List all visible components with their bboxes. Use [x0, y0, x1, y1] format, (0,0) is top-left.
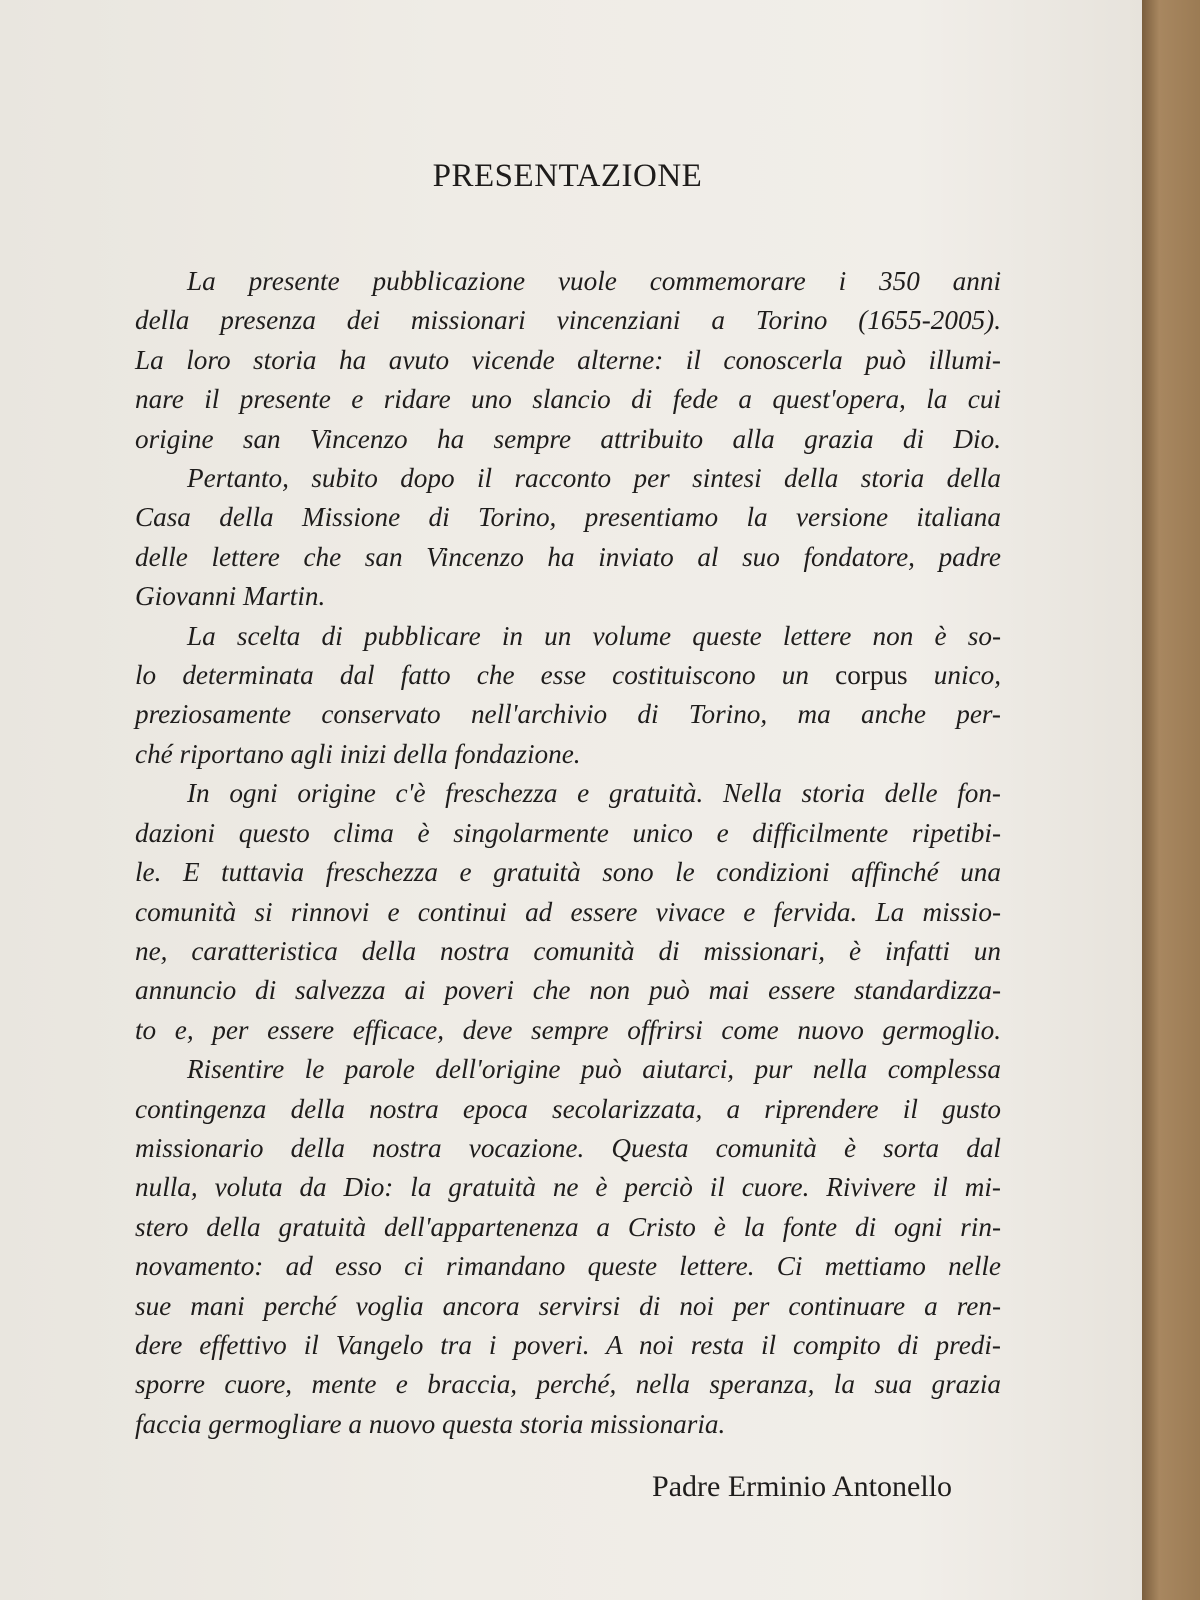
text-line: sporre cuore, mente e braccia, perché, nella speranza, la sua grazia [135, 1369, 1001, 1400]
text-line: novamento: ad esso ci rimandano queste lettere. Ci mettiamo nelle [135, 1251, 1001, 1282]
text-line: della presenza dei missionari vincenziani a Torino (1655-2005). [135, 305, 1001, 336]
text-line: comunità si rinnovi e continui ad essere vivace e fervida. La missio- [135, 896, 1001, 927]
text-line: ché riportano agli inizi della fondazione. [135, 738, 581, 769]
text-line: dere effettivo il Vangelo tra i poveri. A noi resta il compito di predi- [135, 1329, 1001, 1360]
text-line [135, 656, 1001, 695]
text-line: missionario della nostra vocazione. Questa comunità è sorta dal [135, 1132, 1001, 1163]
text-line: preziosamente conservato nell'archivio di Torino, ma anche per- [135, 699, 1001, 730]
text-line: sue mani perché voglia ancora servirsi di noi per continuare a ren- [135, 1290, 1001, 1321]
page-title: PRESENTAZIONE [432, 158, 703, 194]
text-line: In ogni origine c'è freschezza e gratuità. Nella storia delle fon- [187, 778, 1001, 809]
text-line: La loro storia ha avuto vicende alterne: il conoscerla può illumi- [135, 344, 1001, 375]
text-line: contingenza della nostra epoca secolarizzata, a riprendere il gusto [135, 1093, 1001, 1124]
text-line: stero della gratuità dell'appartenenza a Cristo è la fonte di ogni rin- [135, 1211, 1001, 1242]
text-line: nare il presente e ridare uno slancio di fede a quest'opera, la cui [135, 384, 1001, 415]
paragraph [135, 262, 1001, 459]
text-line: le. E tuttavia freschezza e gratuità sono le condizioni affinché una [135, 857, 1001, 888]
text-line: to e, per essere efficace, deve sempre offrirsi come nuovo germoglio. [135, 1014, 1001, 1045]
author-signature: Padre Erminio Antonello [652, 1470, 952, 1503]
paragraph [135, 617, 1001, 775]
corpus-word: corpus [835, 660, 908, 691]
text-line: La scelta di pubblicare in un volume queste lettere non è so- [187, 620, 1001, 651]
text-line: faccia germogliare a nuovo questa storia missionaria. [135, 1408, 726, 1439]
text-line: dazioni questo clima è singolarmente unico e difficilmente ripetibi- [135, 817, 1001, 848]
text-line: Casa della Missione di Torino, presentiamo la versione italiana [135, 502, 1001, 533]
text-line: ne, caratteristica della nostra comunità di missionari, è infatti un [135, 935, 1001, 966]
presentation-text [135, 262, 1001, 1444]
text-line: Pertanto, subito dopo il racconto per sintesi della storia della [187, 463, 1001, 494]
paragraph [135, 459, 1001, 617]
page-edge-background [1142, 0, 1200, 1600]
text-line: annuncio di salvezza ai poveri che non può mai essere standardizza- [135, 975, 1001, 1006]
text-segment: unico, [907, 660, 1002, 691]
paragraph [135, 774, 1001, 1050]
text-line: nulla, voluta da Dio: la gratuità ne è perciò il cuore. Rivivere il mi- [135, 1172, 1001, 1203]
text-line: Risentire le parole dell'origine può aiutarci, pur nella complessa [187, 1054, 1001, 1085]
text-line: delle lettere che san Vincenzo ha inviato al suo fondatore, padre [135, 541, 1001, 572]
text-line: Giovanni Martin. [135, 581, 326, 612]
text-segment: lo determinata dal fatto che esse costituiscono un [135, 660, 836, 691]
paragraph [135, 1050, 1001, 1444]
text-line: La presente pubblicazione vuole commemorare i 350 anni [187, 266, 1001, 296]
text-line: origine san Vincenzo ha sempre attribuito alla grazia di Dio. [135, 423, 1001, 454]
